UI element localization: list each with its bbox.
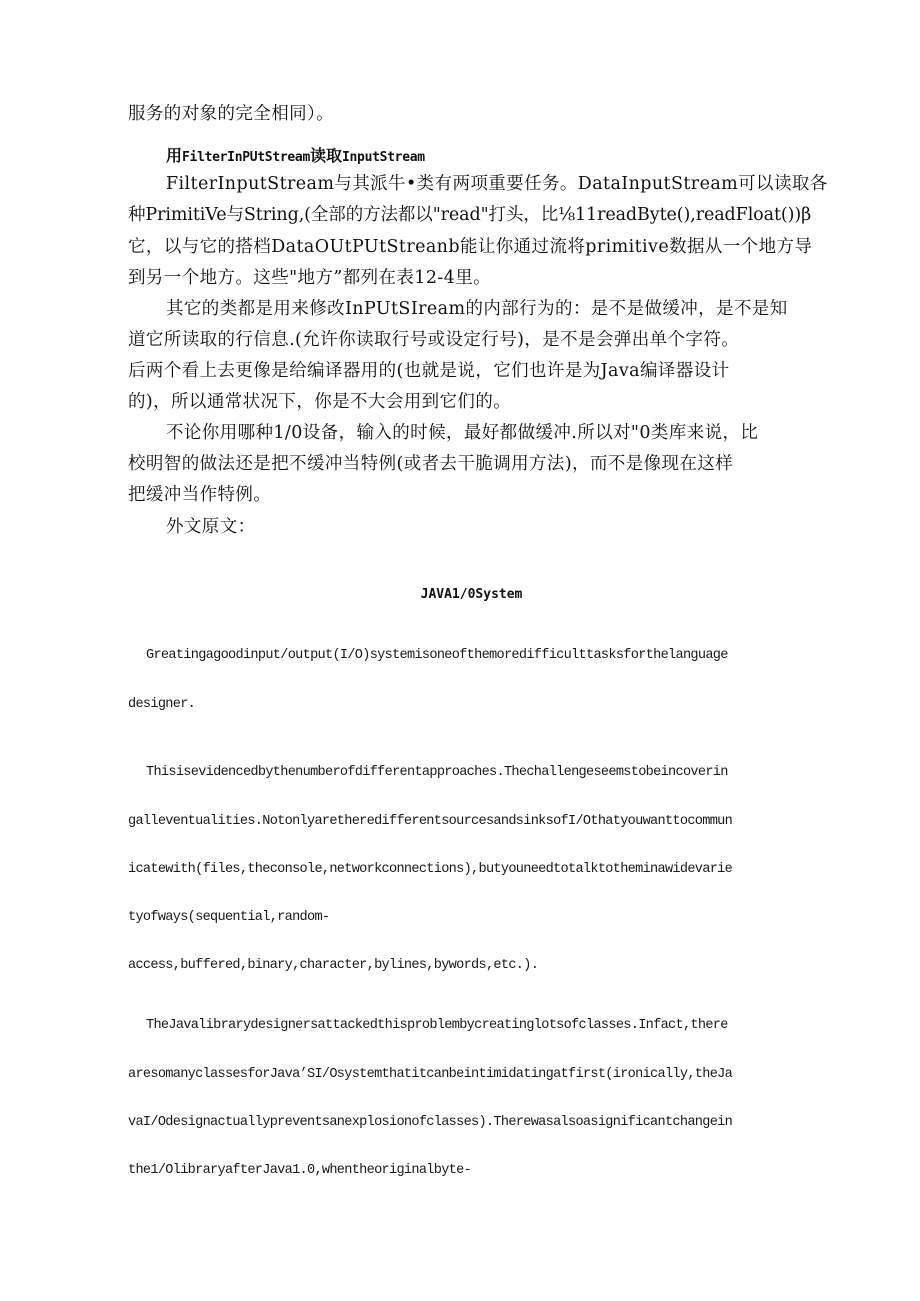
subheading-code: FilterInPUtStream [182, 150, 310, 165]
english-line: TheJavalibrarydesignersattackedthisproblembycreatinglotsofclasses.Infact,there [146, 1018, 728, 1033]
subheading-prefix: 用 [166, 146, 183, 165]
paragraph-line: 的)，所以通常状况下，你是不大会用到它们的。 [128, 392, 512, 412]
english-line: Greatingagoodinput/output(I/O)systemisoneofthemoredifficulttasksforthelanguage [146, 648, 728, 663]
subheading-mid: 读取 [309, 146, 342, 165]
paragraph-line: 它，以与它的搭档DataOUtPUtStreanb能让你通过流将primitive数据从一个地方导 [128, 237, 813, 257]
english-line: aresomanyclassesforJava’SI/Osystemthatitcanbeintimidatingatfirst(ironically,theJa [128, 1067, 733, 1082]
section-subheading [166, 143, 425, 166]
paragraph-line: 不论你用哪种1/0设备，输入的时候，最好都做缓冲.所以对"0类库来说，比 [166, 423, 759, 443]
text-line: 服务的对象的完全相同）。 [128, 104, 335, 124]
paragraph-line: 其它的类都是用来修改InPUtSIream的内部行为的：是不是做缓冲，是不是知 [166, 299, 788, 319]
english-title: JAVA1/0System [420, 587, 523, 602]
subheading-code: InputStream [342, 150, 425, 165]
english-line: tyofways(sequential,random- [128, 910, 330, 925]
english-line: access,buffered,binary,character,bylines,bywords,etc.). [128, 958, 539, 973]
paragraph-line: 校明智的做法还是把不缓冲当特例(或者去干脆调用方法)，而不是像现在这样 [128, 454, 734, 474]
english-line: vaI/Odesignactuallypreventsanexplosionofclasses).Therewasalsoasignificantchangein [128, 1115, 733, 1130]
english-line: designer. [128, 697, 196, 712]
paragraph-line: 把缓冲当作特例。 [128, 485, 272, 505]
paragraph-line: 后两个看上去更像是给编译器用的(也就是说，它们也许是为Java编译器设计 [128, 361, 730, 381]
english-line: Thisisevidencedbythenumberofdifferentapproaches.Thechallengeseemstobeincoverin [146, 765, 728, 780]
paragraph-line: 种PrimitiVe与String,(全部的方法都以"read"打头，比⅛11readByte(),readFloat())β [128, 205, 812, 225]
paragraph-line: FilterInputStream与其派牛•类有两项重要任务。DataInputStream可以读取各 [166, 174, 828, 194]
paragraph-line: 到另一个地方。这些"地方”都列在表12-4里。 [128, 268, 492, 288]
english-line: icatewith(files,theconsole,networkconnections),butyouneedtotalktotheminawidevarie [128, 862, 733, 877]
paragraph-line: 道它所读取的行信息.(允许你读取行号或设定行号)，是不是会弹出单个字符。 [128, 330, 740, 350]
foreign-text-label: 外文原文： [166, 517, 256, 537]
english-line: galleventualities.NotonlyaretheredifferentsourcesandsinksofI/Othatyouwanttocommun [128, 814, 733, 829]
english-line: the1/OlibraryafterJava1.0,whentheoriginalbyte- [128, 1163, 472, 1178]
